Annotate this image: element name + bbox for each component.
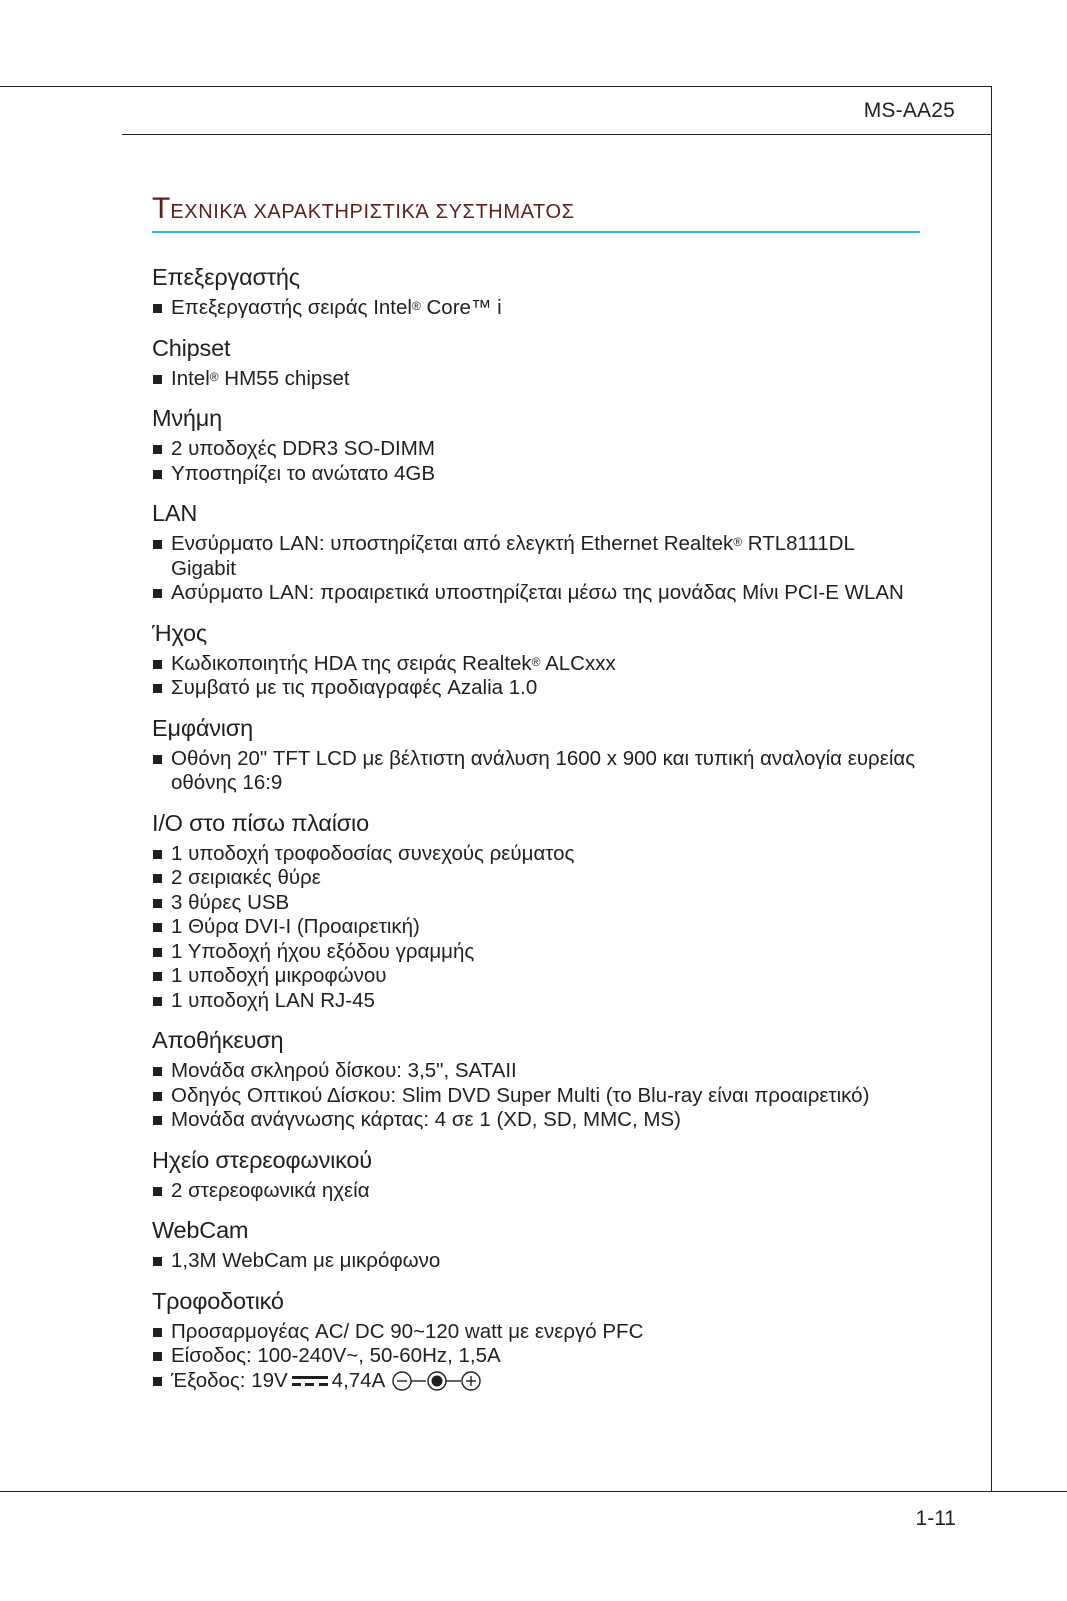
section-memory [152,403,922,486]
section-title: Chipset [152,334,231,361]
spec-item: Ασύρματο LAN: προαιρετικά υποστηρίζεται μέσω της μονάδας Mίνι PCI-E WLAN [152,581,922,606]
section-title: Επεξεργαστής [152,264,300,290]
header-model-label: MS-AA25 [863,99,955,122]
section-title: WebCam [152,1217,249,1243]
spec-item: 2 υποδοχές DDR3 SO-DIMM [152,437,922,462]
dc-current-icon [292,1374,328,1388]
spec-item: Υποστηρίζει το ανώτατο 4GB [152,462,922,487]
spec-item: Συμβατό με τις προδιαγραφές Azalia 1.0 [152,676,922,701]
right-margin-rule [991,86,992,1492]
spec-list [152,652,922,701]
section-title: I/O στο πίσω πλαίσιο [152,809,369,836]
spec-list [152,1059,922,1133]
spec-item: 1 Υποδοχή ήχου εξόδου γραμμής [152,940,922,965]
spec-list [152,1320,922,1394]
header-rule [122,134,992,135]
spec-item: 1,3M WebCam με μικρόφωνο [152,1249,922,1274]
spec-item: 1 υποδοχή μικροφώνου [152,964,922,989]
title-underline [152,231,920,233]
section-rear-io [152,808,922,1014]
section-processor [152,262,922,321]
section-display [152,713,922,796]
section-lan [152,498,922,606]
spec-item: Επεξεργαστής σειράς Intel® Core™ i [152,296,922,321]
page-number: 1-11 [915,1507,956,1530]
page-title [152,193,920,228]
spec-list [152,367,922,392]
page-title-initial: Τ [152,192,171,225]
dc-polarity-icon [391,1370,483,1392]
section-audio [152,618,922,701]
spec-item: 1 υποδοχή τροφοδοσίας συνεχούς ρεύματος [152,842,922,867]
section-webcam [152,1215,922,1274]
section-title: Τροφοδοτικό [152,1287,284,1314]
section-power [152,1286,922,1394]
power-output-current: 4,74A [331,1368,386,1392]
spec-item: Οδηγός Οπτικού Δίσκου: Slim DVD Super Multi (το Blu-ray είναι προαιρετικό) [152,1084,922,1109]
spec-list [152,842,922,1014]
section-title: Αποθήκευση [152,1027,284,1053]
spec-item: 1 υποδοχή LAN RJ-45 [152,989,922,1014]
spec-item: 2 σειριακές θύρε [152,866,922,891]
spec-content [152,262,922,1405]
spec-item: Intel® HM55 chipset [152,367,922,392]
section-speakers [152,1145,922,1204]
spec-list [152,747,922,796]
spec-item: 3 θύρες USB [152,891,922,916]
spec-list [152,437,922,486]
spec-item: 1 Θύρα DVI-I (Προαιρετική) [152,915,922,940]
spec-item: Ενσύρματο LAN: υποστηρίζεται από ελεγκτή Ethernet Realtek® RTL8111DL Gigabit [152,532,922,581]
spec-item: Είσοδος: 100-240V~, 50-60Hz, 1,5A [152,1344,922,1369]
spec-list [152,532,922,606]
spec-list [152,1249,922,1274]
page-title-rest: ΕΧΝΙΚΆ ΧΑΡΑΚΤΗΡΙΣΤΙΚΆ ΣΥΣΤΗΜΑΤΟΣ [170,201,575,223]
spec-item: Μονάδα ανάγνωσης κάρτας: 4 σε 1 (XD, SD, MMC, MS) [152,1108,922,1133]
section-title: Ηχείο στερεοφωνικού [152,1146,372,1173]
section-title: LAN [152,500,198,526]
spec-list [152,296,922,321]
spec-item-power-output [152,1369,922,1394]
power-output-voltage: Έξοδος: 19V [171,1368,288,1392]
bottom-rule [0,1491,1067,1492]
section-title: Μνήμη [152,405,223,431]
spec-item: 2 στερεοφωνικά ηχεία [152,1179,922,1204]
section-storage [152,1025,922,1133]
section-title: Ήχος [152,619,207,646]
section-chipset [152,333,922,392]
spec-item: Οθόνη 20" TFT LCD με βέλτιστη ανάλυση 1600 x 900 και τυπική αναλογία ευρείας οθόνης 16:9 [152,747,922,796]
top-rule [0,86,992,87]
spec-item: Προσαρμογέας AC/ DC 90~120 watt με ενεργό PFC [152,1320,922,1345]
spec-item: Κωδικοποιητής HDA της σειράς Realtek® ALCxxx [152,652,922,677]
section-title: Εμφάνιση [152,714,253,741]
spec-list [152,1179,922,1204]
spec-item: Μονάδα σκληρού δίσκου: 3,5", SATAII [152,1059,922,1084]
